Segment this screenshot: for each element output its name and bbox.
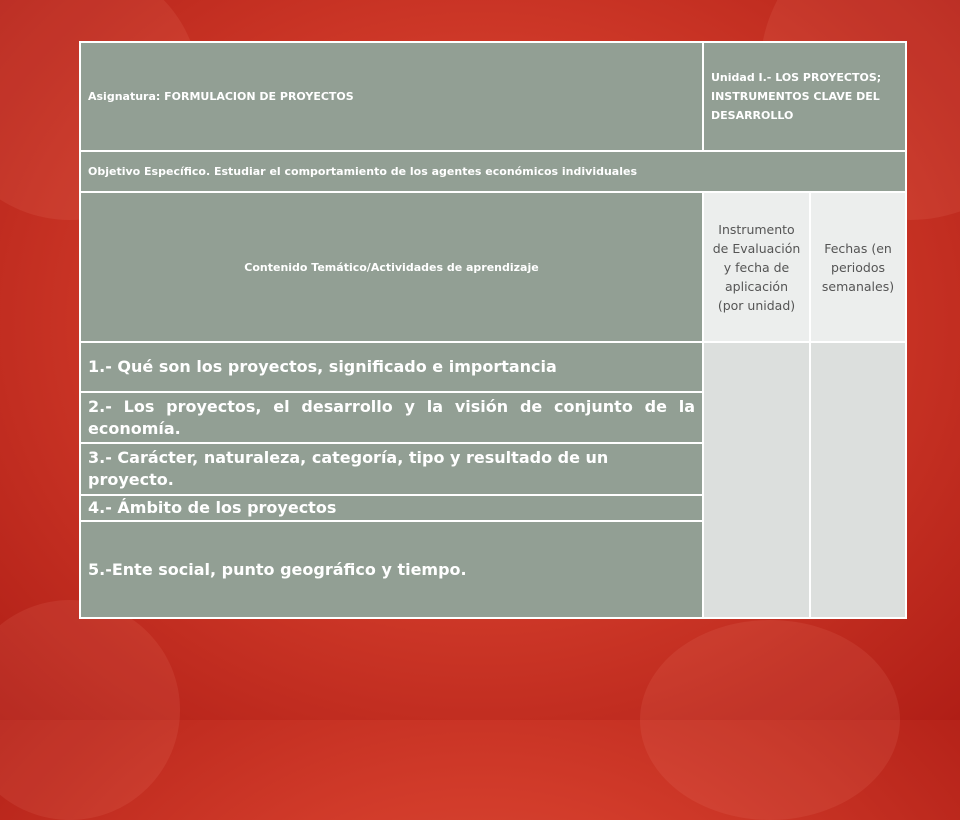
item-cell (80, 443, 703, 495)
instrumento-header (703, 192, 810, 342)
background-bokeh (0, 600, 180, 820)
asignatura-cell (80, 42, 703, 151)
objetivo-text: Objetivo Específico. Estudiar el comportamiento de los agentes económicos individuales (88, 165, 638, 178)
instrumento-header-text: Instrumento de Evaluación y fecha de aplicación (por unidad) (712, 221, 801, 313)
item-cell (80, 392, 703, 443)
item-cell (80, 521, 703, 618)
item-cell (80, 342, 703, 392)
item-text: 1.- Qué son los proyectos, significado e importancia (88, 357, 557, 376)
columns-row (80, 192, 906, 342)
fechas-empty-cell (810, 342, 906, 618)
course-table (79, 41, 907, 619)
unidad-text: Unidad I.- LOS PROYECTOS; INSTRUMENTOS CLAVE DEL DESARROLLO (711, 71, 882, 122)
contenido-header-text: Contenido Temático/Actividades de aprendizaje (244, 260, 539, 274)
item-cell (80, 495, 703, 521)
asignatura-text: Asignatura: FORMULACION DE PROYECTOS (88, 90, 354, 103)
fechas-header-text: Fechas (en periodos semanales) (821, 240, 895, 294)
fechas-header (810, 192, 906, 342)
item-text: 2.- Los proyectos, el desarrollo y la visión de conjunto de la economía. (88, 396, 695, 438)
item-text: 4.- Ámbito de los proyectos (88, 498, 337, 517)
item-text: 3.- Carácter, naturaleza, categoría, tipo y resultado de un proyecto. (88, 448, 609, 489)
item-text: 5.-Ente social, punto geográfico y tiempo. (88, 559, 467, 579)
unidad-cell (703, 42, 906, 151)
objetivo-row (80, 151, 906, 192)
contenido-header (80, 192, 703, 342)
instrumento-empty-cell (703, 342, 810, 618)
table-row (80, 342, 906, 392)
header-row (80, 42, 906, 151)
background-bokeh (640, 620, 900, 820)
objetivo-cell (80, 151, 906, 192)
